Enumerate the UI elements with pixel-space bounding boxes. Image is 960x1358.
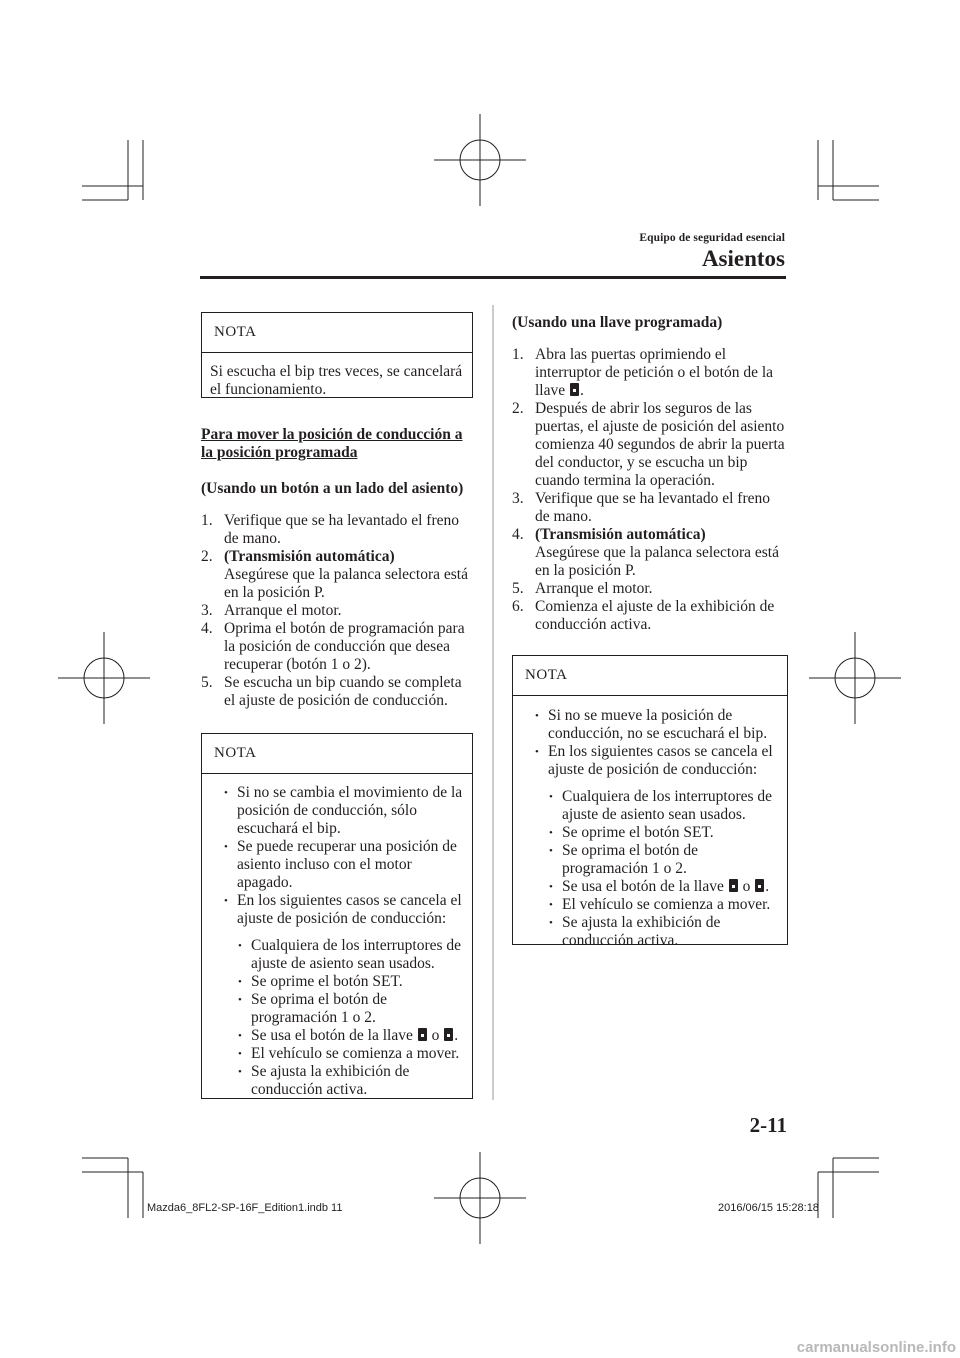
list-item: 2. (Transmisión automática) Asegúrese que la palanca selectora está en la posición P.: [201, 548, 468, 601]
list-item: • Cualquiera de los interruptores de ajuste de asiento sean usados.: [535, 788, 779, 824]
bullet-list: [521, 707, 779, 779]
sub-list: [210, 937, 464, 1099]
list-item: • Se ajusta la exhibición de conducción activa.: [224, 1063, 464, 1099]
list-item: • En los siguientes casos se cancela el ajuste de posición de conducción:: [521, 743, 779, 779]
nota-title: NOTA: [202, 313, 472, 353]
steps-list: [201, 512, 473, 710]
list-item: 1. Verifique que se ha levantado el freno de mano.: [201, 512, 459, 547]
list-item: • Cualquiera de los interruptores de ajuste de asiento sean usados.: [224, 937, 464, 973]
key-unlock-icon: [418, 1028, 427, 1041]
nota-text: Si escucha el bip tres veces, se cancelará el funcionamiento.: [210, 363, 463, 398]
list-item: • Se oprime el botón SET.: [224, 973, 464, 991]
list-item: • Si no se mueve la posición de conducción, no se escuchará el bip.: [521, 707, 779, 743]
chapter-title: Asientos: [701, 246, 785, 271]
bullet-list: [210, 784, 464, 928]
list-item: 6. Comienza el ajuste de la exhibición de conducción activa.: [512, 598, 775, 633]
section-heading: Para mover la posición de conducción a la posición programada: [201, 426, 463, 461]
page-number: 2-11: [749, 1113, 787, 1137]
nota-title: NOTA: [202, 734, 472, 774]
list-item: • Se oprima el botón de programación 1 o 2.: [535, 842, 779, 878]
subheading: (Usando una llave programada): [512, 314, 723, 331]
list-item: 5. Arranque el motor.: [512, 580, 653, 597]
list-item: • Se oprime el botón SET.: [535, 824, 779, 842]
list-item: 5. Se escucha un bip cuando se completa el ajuste de posición de conducción.: [201, 674, 462, 709]
footer-timestamp: 2016/06/15 15:28:18: [718, 1202, 819, 1214]
key-unlock-icon: [729, 879, 738, 892]
nota-box-2: [201, 733, 473, 1099]
list-item: • En los siguientes casos se cancela el ajuste de posición de conducción:: [210, 892, 464, 928]
list-item: • Si no se cambia el movimiento de la posición de conducción, sólo escuchará el bip.: [210, 784, 464, 838]
list-item: • El vehículo se comienza a mover.: [224, 1045, 464, 1063]
list-item: 2. Después de abrir los seguros de las puertas, el ajuste de posición del asiento comienza 40 segundos de abrir la puerta del conductor, y se escucha un bip cuando termina la operación.: [512, 400, 785, 489]
nota-box-1: [201, 312, 473, 398]
watermark: carmanualsonline.info: [796, 1339, 956, 1356]
nota-box-3: [512, 655, 788, 949]
list-item: 3. Arranque el motor.: [201, 602, 342, 619]
right-column: [512, 314, 788, 949]
list-item: • Se ajusta la exhibición de conducción activa.: [535, 914, 779, 950]
steps-list: [512, 346, 788, 634]
nota-title: NOTA: [513, 656, 787, 696]
footer-file: Mazda6_8FL2-SP-16F_Edition1.indb 11: [147, 1202, 343, 1214]
list-item: • Se usa el botón de la llave o .: [224, 1027, 464, 1045]
nota-body: [202, 774, 472, 1109]
list-item: • Se oprima el botón de programación 1 o 2.: [224, 991, 464, 1027]
key-lock-icon: [755, 879, 764, 892]
nota-body: [513, 696, 787, 960]
subheading: (Usando un botón a un lado del asiento): [201, 480, 464, 497]
nota-body: [202, 353, 472, 409]
list-item: 3. Verifique que se ha levantado el freno de mano.: [512, 490, 770, 525]
list-item: 1. Abra las puertas oprimiendo el interruptor de petición o el botón de la llave .: [512, 346, 774, 399]
sub-list: [521, 788, 779, 950]
list-item: • El vehículo se comienza a mover.: [535, 896, 779, 914]
list-item: 4. (Transmisión automática) Asegúrese que la palanca selectora está en la posición P.: [512, 526, 779, 579]
key-lock-icon: [570, 383, 579, 396]
key-lock-icon: [444, 1028, 453, 1041]
header-rule: [200, 276, 786, 279]
list-item: • Se usa el botón de la llave o .: [535, 878, 779, 896]
list-item: 4. Oprima el botón de programación para la posición de conducción que desea recuperar (botón 1 o 2).: [201, 620, 465, 673]
left-column: [201, 312, 473, 1099]
list-item: • Se puede recuperar una posición de asiento incluso con el motor apagado.: [210, 838, 464, 892]
section-title: Equipo de seguridad esencial: [639, 232, 785, 244]
